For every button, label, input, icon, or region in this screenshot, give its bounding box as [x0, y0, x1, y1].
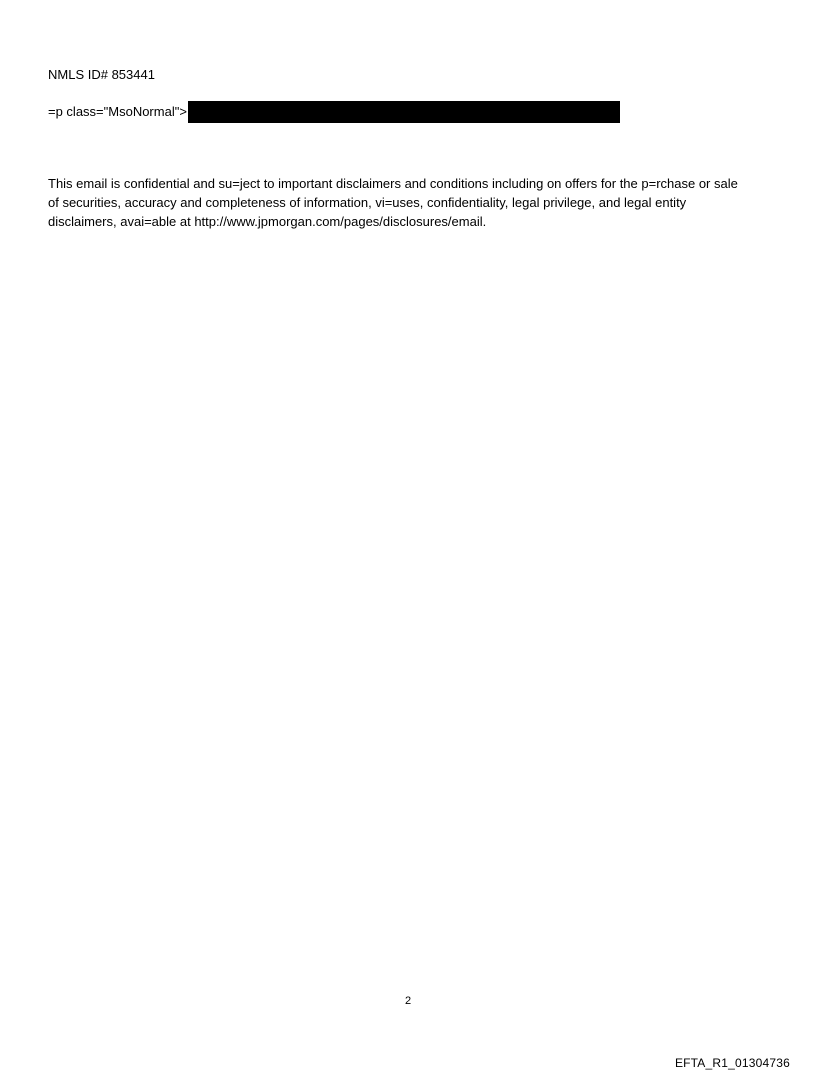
disclaimer-line-2: of securities, accuracy and completeness of information, vi=uses, confidentiality, legal privilege, and legal entity	[48, 195, 687, 210]
html-fragment-line	[48, 101, 620, 123]
disclaimer-line-1: This email is confidential and su=ject to important disclaimers and conditions including on offers for the p=rchase or sale	[48, 176, 738, 191]
html-fragment-text: =p class="MsoNormal">	[48, 104, 187, 119]
bates-number: EFTA_R1_01304736	[674, 1056, 790, 1070]
page-number: 2	[404, 995, 412, 1007]
redaction-bar	[188, 101, 620, 123]
email-disclaimer	[48, 174, 778, 231]
nmls-id-line: NMLS ID# 853441	[48, 67, 155, 82]
disclaimer-line-3: disclaimers, avai=able at http://www.jpmorgan.com/pages/disclosures/email.	[48, 214, 487, 229]
